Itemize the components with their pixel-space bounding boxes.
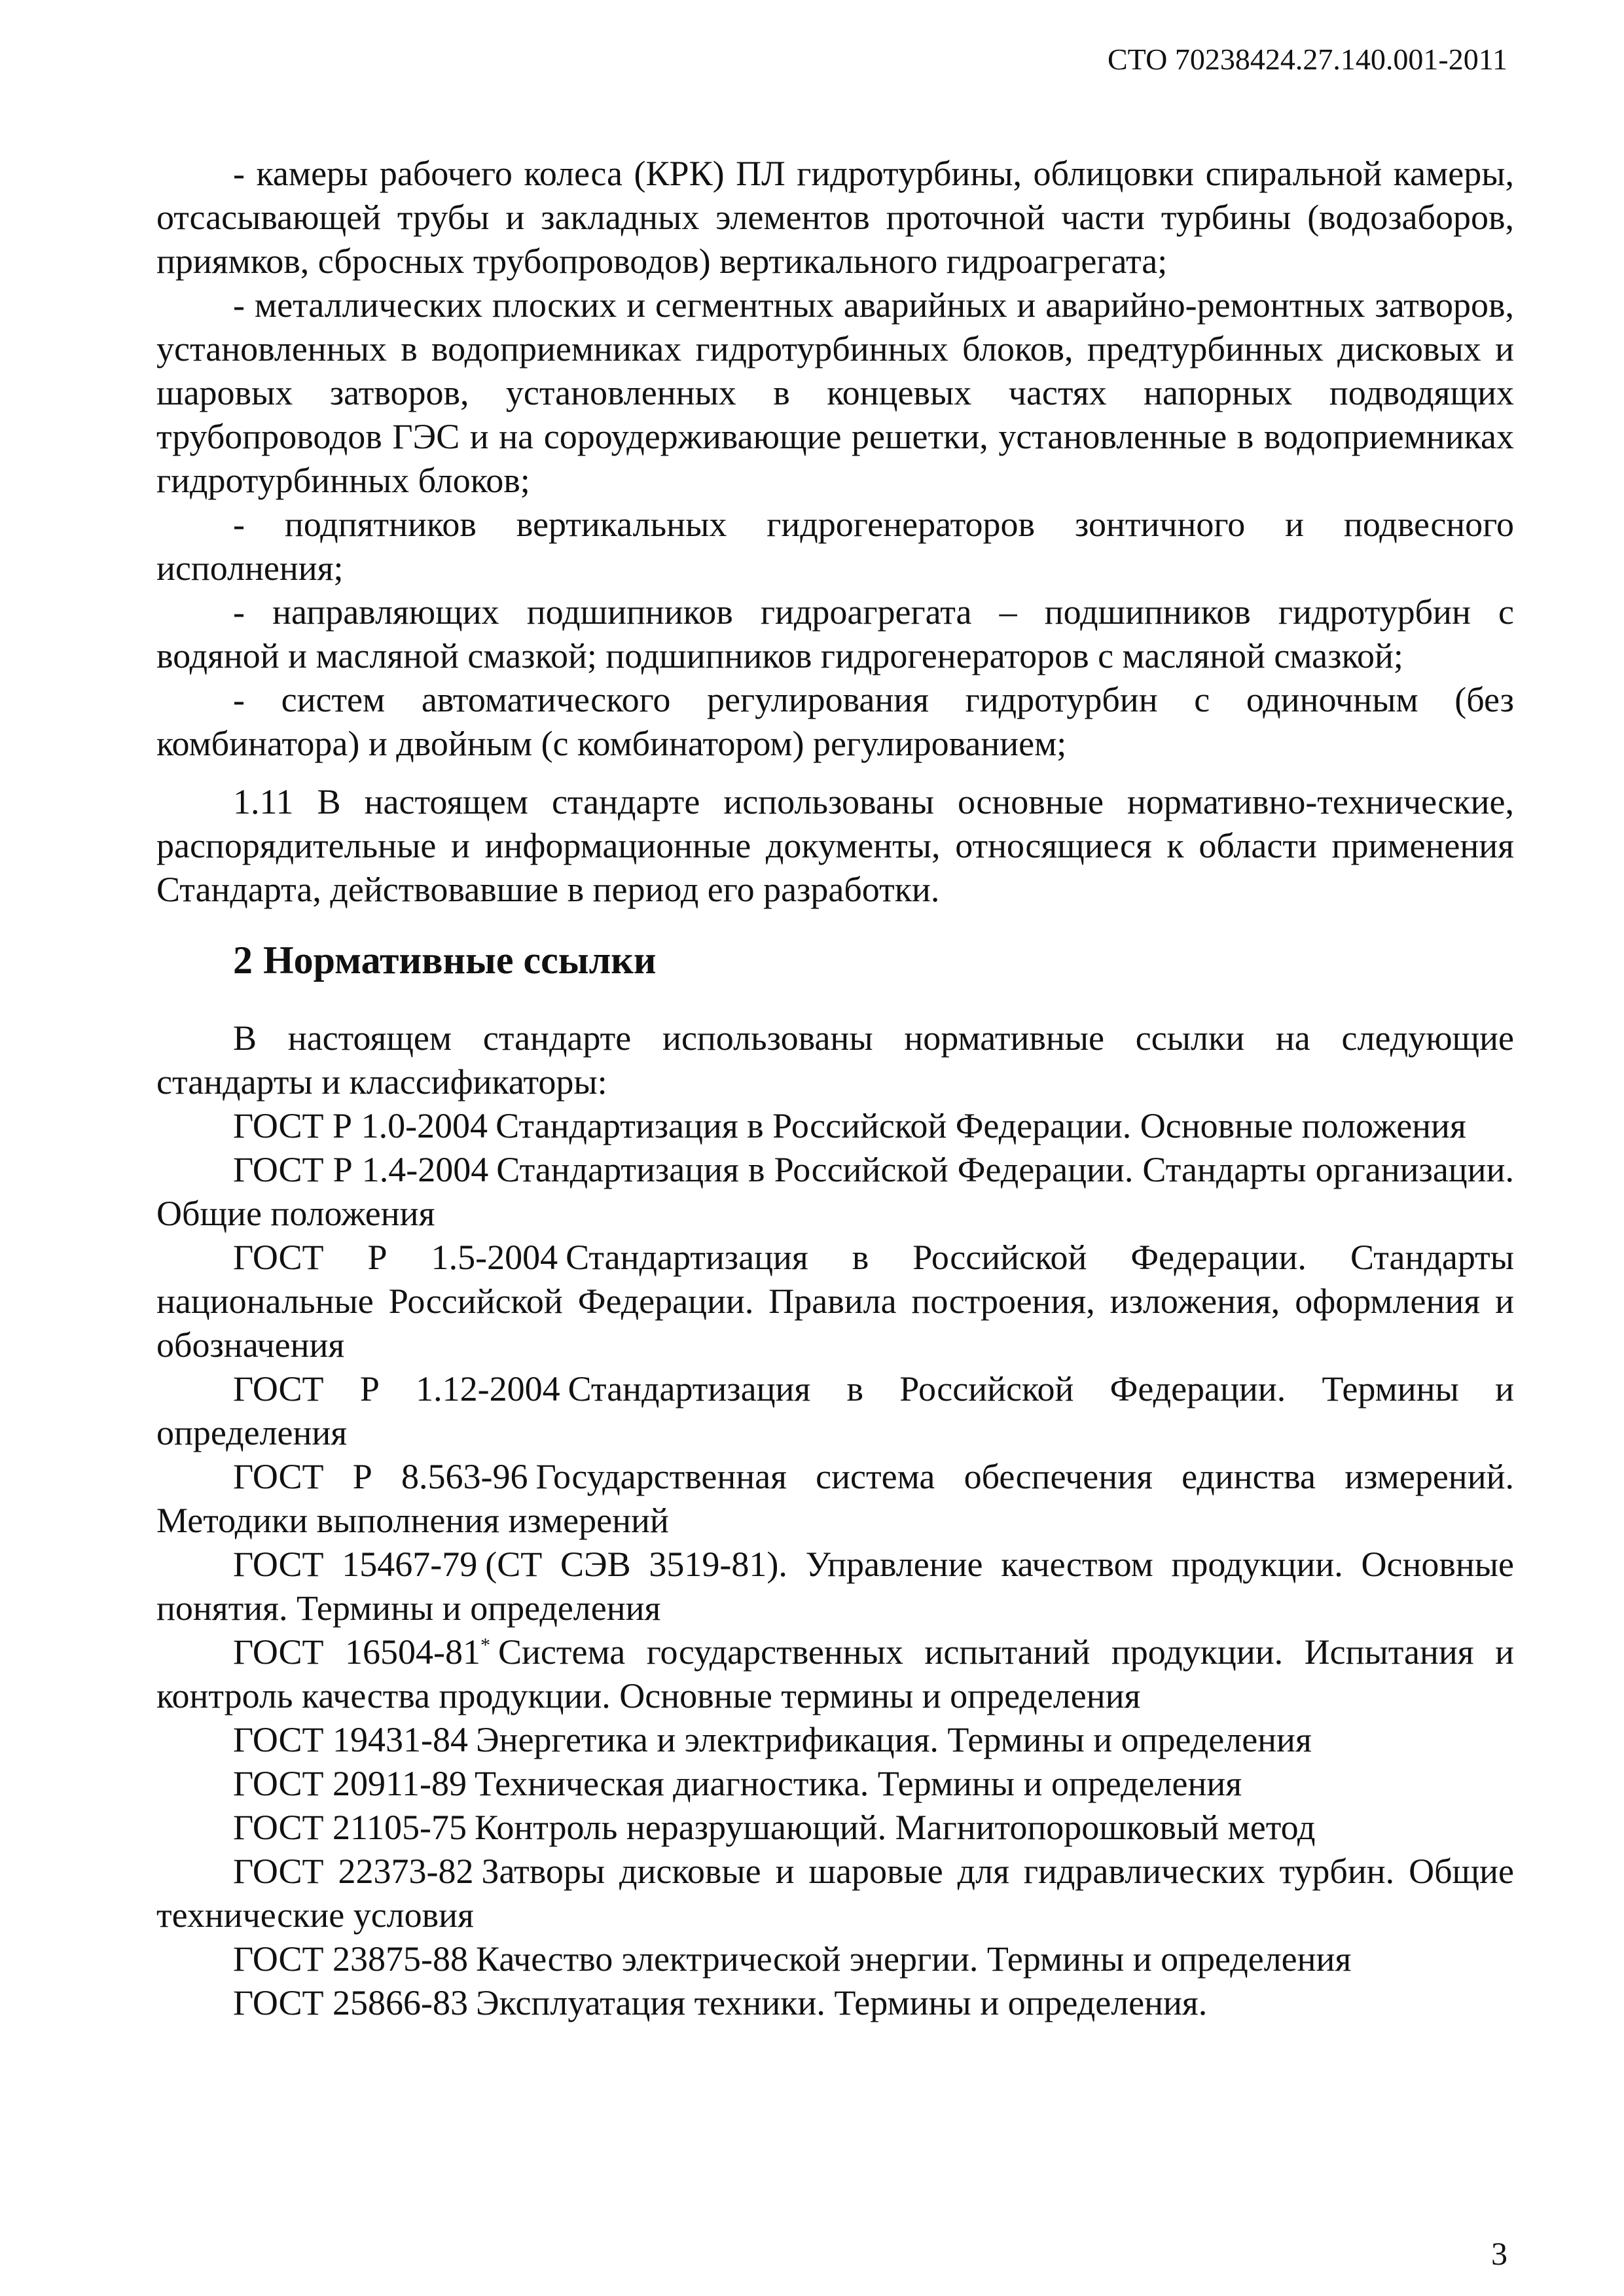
reference-item [156, 1367, 1514, 1455]
reference-code: ГОСТ 20911-89 [233, 1764, 467, 1803]
section-number: 2 [233, 939, 253, 982]
reference-title: (СТ СЭВ 3519-81). Управление качеством продукции. Основные понятия. Термины и определения [156, 1545, 1514, 1628]
section-heading [156, 937, 1514, 984]
reference-code: ГОСТ 19431-84 [233, 1720, 469, 1759]
reference-title: Государственная система обеспечения единства измерений. Методики выполнения измерений [156, 1457, 1514, 1540]
section-title: Нормативные ссылки [263, 939, 657, 982]
reference-code: ГОСТ 22373-82 [233, 1852, 474, 1891]
footnote-mark: * [480, 1634, 490, 1656]
reference-title: Стандартизация в Российской Федерации. Основные положения [496, 1106, 1466, 1145]
list-item: - подпятников вертикальных гидрогенераторов зонтичного и подвесного исполнения; [156, 505, 1514, 588]
reference-code: ГОСТ 16504-81 [233, 1632, 480, 1672]
reference-title: Качество электрической энергии. Термины и определения [476, 1939, 1352, 1979]
reference-item [156, 1543, 1514, 1630]
reference-title: Система государственных испытаний продукции. Испытания и контроль качества продукции. Основные термины и определения [156, 1632, 1514, 1715]
reference-code: ГОСТ Р 1.5-2004 [233, 1238, 558, 1277]
reference-title: Затворы дисковые и шаровые для гидравлических турбин. Общие технические условия [156, 1852, 1515, 1935]
reference-code: ГОСТ Р 1.4-2004 [233, 1150, 489, 1189]
reference-item [156, 1981, 1514, 2025]
reference-code: ГОСТ 23875-88 [233, 1939, 469, 1979]
document-code-header: СТО 70238424.27.140.001-2011 [1107, 43, 1507, 76]
reference-title: Стандартизация в Российской Федерации. Стандарты организации. Общие положения [156, 1150, 1514, 1233]
page-number: 3 [1491, 2235, 1507, 2272]
section-intro: В настоящем стандарте использованы нормативные ссылки на следующие стандарты и классификаторы: [156, 1018, 1514, 1102]
reference-item [156, 1148, 1514, 1236]
clause-1-11: 1.11 В настоящем стандарте использованы основные нормативно-технические, распорядительные и информационные документы, относящиеся к области применения Стандарта, действовавшие в период его разработки. [156, 782, 1514, 909]
reference-item [156, 1806, 1514, 1850]
reference-code: ГОСТ 21105-75 [233, 1808, 467, 1847]
list-item: - направляющих подшипников гидроагрегата – подшипников гидротурбин с водяной и масляной смазкой; подшипников гидрогенераторов с масляной смазкой; [156, 592, 1514, 675]
reference-item [156, 1718, 1514, 1762]
list-item: - металлических плоских и сегментных аварийных и аварийно-ремонтных затворов, установленных в водоприемниках гидротурбинных блоков, предтурбинных дисковых и шаровых затворов, установленных в концевых частях напорных подводящих трубопроводов ГЭС и на сороудерживающие решетки, установленные в водоприемниках гидротурбинных блоков; [156, 285, 1514, 500]
reference-title: Стандартизация в Российской Федерации. Стандарты национальные Российской Федерации. Правила построения, изложения, оформления и обозначения [156, 1238, 1514, 1365]
reference-code: ГОСТ 15467-79 [233, 1545, 478, 1584]
reference-item [156, 1762, 1514, 1806]
reference-code: ГОСТ 25866-83 [233, 1983, 469, 2022]
reference-item [156, 1104, 1514, 1148]
reference-item [156, 1236, 1514, 1367]
list-item: - систем автоматического регулирования гидротурбин с одиночным (без комбинатора) и двойным (с комбинатором) регулированием; [156, 680, 1514, 763]
reference-list [156, 1104, 1514, 2025]
reference-item [156, 1937, 1514, 1981]
reference-code: ГОСТ Р 8.563-96 [233, 1457, 528, 1496]
reference-item [156, 1455, 1514, 1543]
reference-title: Стандартизация в Российской Федерации. Термины и определения [156, 1369, 1514, 1452]
reference-title: Эксплуатация техники. Термины и определения. [476, 1983, 1208, 2022]
page-content [156, 152, 1514, 2025]
reference-title: Контроль неразрушающий. Магнитопорошковый метод [475, 1808, 1316, 1847]
reference-title: Техническая диагностика. Термины и определения [475, 1764, 1242, 1803]
reference-code: ГОСТ Р 1.12-2004 [233, 1369, 560, 1408]
reference-title: Энергетика и электрификация. Термины и определения [476, 1720, 1312, 1759]
reference-item [156, 1630, 1514, 1718]
reference-code: ГОСТ Р 1.0-2004 [233, 1106, 488, 1145]
reference-item [156, 1850, 1514, 1937]
list-item: - камеры рабочего колеса (КРК) ПЛ гидротурбины, облицовки спиральной камеры, отсасывающей трубы и закладных элементов проточной части турбины (водозаборов, приямков, сбросных трубопроводов) вертикального гидроагрегата; [156, 154, 1514, 281]
